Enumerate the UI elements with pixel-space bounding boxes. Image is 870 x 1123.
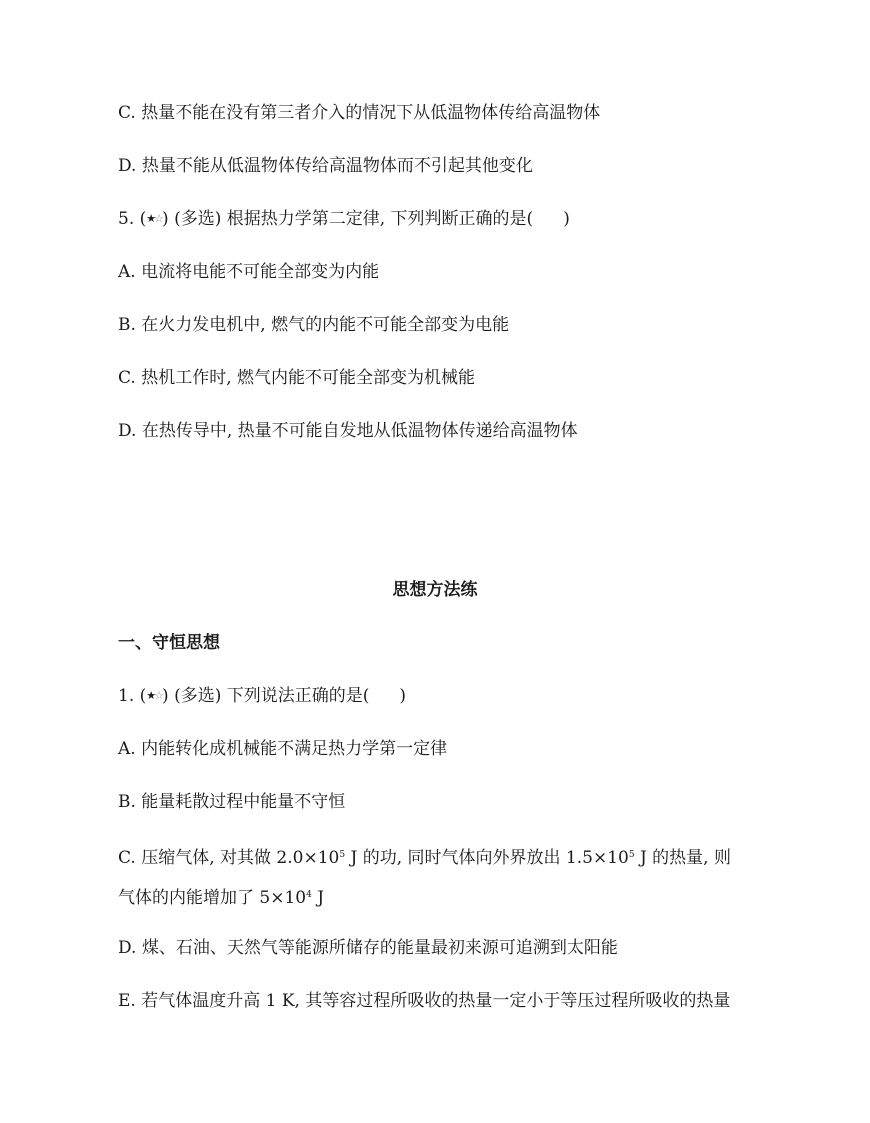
prev-option-c: C. 热量不能在没有第三者介入的情况下从低温物体传给高温物体 — [118, 103, 601, 123]
exponent: 4 — [306, 890, 312, 900]
difficulty-stars-icon: (★☆) — [139, 209, 169, 229]
question-tag: (多选) — [174, 209, 222, 229]
option-text: J 的热量, 则 — [634, 848, 731, 868]
exponent: 5 — [628, 850, 635, 860]
subsection-title: 一、守恒思想 — [118, 633, 220, 653]
q1-option-c-line2 — [118, 884, 324, 909]
option-text: J — [311, 888, 325, 908]
q1-option-e: E. 若气体温度升高 1 K, 其等容过程所吸收的热量一定小于等压过程所吸收的热量 — [118, 991, 731, 1011]
question-close-paren: ) — [399, 686, 407, 706]
question-number: 1. — [118, 686, 135, 706]
q5-option-c: C. 热机工作时, 燃气内能不可能全部变为机械能 — [118, 368, 476, 388]
option-text: J 的功, 同时气体向外界放出 1.5×10 — [345, 848, 629, 868]
difficulty-stars-icon: (★☆) — [139, 686, 169, 706]
question-tag: (多选) — [174, 686, 222, 706]
question-5-stem — [118, 208, 570, 230]
q5-option-a: A. 电流将电能不可能全部变为内能 — [118, 262, 380, 282]
q5-option-b: B. 在火力发电机中, 燃气的内能不可能全部变为电能 — [118, 315, 510, 335]
question-close-paren: ) — [563, 209, 570, 229]
option-text: 气体的内能增加了 5×10 — [118, 888, 307, 908]
question-text: 根据热力学第二定律, 下列判断正确的是( — [226, 209, 534, 229]
q5-option-d: D. 在热传导中, 热量不可能自发地从低温物体传递给高温物体 — [118, 421, 578, 441]
exponent: 5 — [339, 850, 346, 860]
section-title: 思想方法练 — [392, 580, 478, 600]
q1-option-d: D. 煤、石油、天然气等能源所储存的能量最初来源可追溯到太阳能 — [118, 938, 618, 958]
question-text: 下列说法正确的是( — [226, 686, 370, 706]
prev-option-d: D. 热量不能从低温物体传给高温物体而不引起其他变化 — [118, 156, 533, 176]
option-text: C. 压缩气体, 对其做 2.0×10 — [118, 848, 340, 868]
question-number: 5. — [118, 209, 135, 229]
question-1-stem — [118, 685, 406, 707]
q1-option-a: A. 内能转化成机械能不满足热力学第一定律 — [118, 739, 448, 759]
q1-option-c-line1 — [118, 844, 731, 869]
q1-option-b: B. 能量耗散过程中能量不守恒 — [118, 792, 346, 812]
